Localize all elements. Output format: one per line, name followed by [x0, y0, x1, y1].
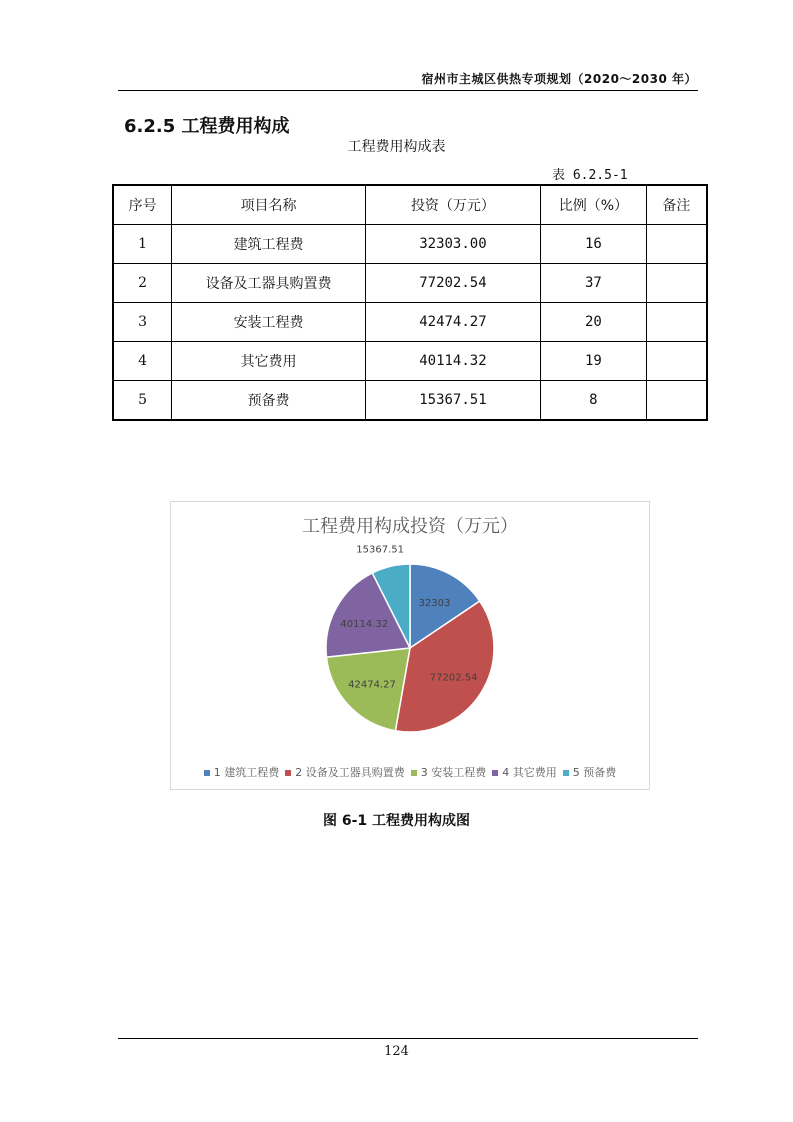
- cell-seq: 2: [113, 264, 172, 303]
- table-row: [113, 381, 707, 421]
- column-header-note: 备注: [646, 185, 707, 225]
- legend-label: 4 其它费用: [502, 766, 557, 779]
- chart-legend: [171, 764, 649, 780]
- table-number: 表 6.2.5-1: [552, 168, 628, 183]
- cell-seq: 4: [113, 342, 172, 381]
- cell-note: [646, 303, 707, 342]
- page-number: 124: [384, 1044, 409, 1059]
- column-header-ratio: 比例（%）: [540, 185, 646, 225]
- cell-seq: 1: [113, 225, 172, 264]
- cost-table: [112, 184, 708, 421]
- legend-label: 5 预备费: [572, 766, 617, 779]
- table-row: [113, 225, 707, 264]
- cell-investment: 15367.51: [365, 381, 540, 421]
- legend-label: 2 设备及工器具购置费: [295, 766, 405, 779]
- table-title: 工程费用构成表: [347, 139, 446, 155]
- legend-swatch: [563, 770, 569, 776]
- cell-ratio: 8: [540, 381, 646, 421]
- cell-note: [646, 342, 707, 381]
- running-header: 宿州市主城区供热专项规划（2020～2030 年）: [421, 72, 697, 86]
- cell-ratio: 20: [540, 303, 646, 342]
- pie-chart: [171, 502, 649, 789]
- cell-note: [646, 264, 707, 303]
- figure-caption: 图 6-1 工程费用构成图: [322, 813, 471, 829]
- legend-label: 3 安装工程费: [420, 766, 487, 779]
- legend-item: [411, 764, 487, 780]
- data-label: 15367.51: [356, 544, 405, 556]
- legend-swatch: [492, 770, 498, 776]
- cell-name: 建筑工程费: [172, 225, 366, 264]
- column-header-name: 项目名称: [172, 185, 366, 225]
- chart-title: 工程费用构成投资（万元）: [302, 516, 518, 537]
- cell-investment: 32303.00: [365, 225, 540, 264]
- footer-divider: [118, 1038, 698, 1039]
- legend-swatch: [285, 770, 291, 776]
- legend-item: [492, 764, 557, 780]
- data-label: 42474.27: [348, 679, 396, 691]
- column-header-seq: 序号: [113, 185, 172, 225]
- cell-investment: 77202.54: [365, 264, 540, 303]
- legend-item: [285, 764, 405, 780]
- data-label: 77202.54: [429, 672, 478, 684]
- table-row: [113, 342, 707, 381]
- table-row: [113, 303, 707, 342]
- section-heading: 6.2.5 工程费用构成: [124, 116, 290, 137]
- data-label: 40114.32: [340, 619, 389, 631]
- legend-label: 1 建筑工程费: [213, 766, 280, 779]
- data-label: 32303: [418, 598, 451, 610]
- pie-chart-frame: [170, 501, 650, 790]
- cell-name: 其它费用: [172, 342, 366, 381]
- cell-name: 设备及工器具购置费: [172, 264, 366, 303]
- legend-item: [204, 764, 280, 780]
- cell-investment: 42474.27: [365, 303, 540, 342]
- legend-swatch: [411, 770, 417, 776]
- legend-swatch: [204, 770, 210, 776]
- table-header-row: [113, 185, 707, 225]
- legend-item: [563, 764, 617, 780]
- cell-ratio: 37: [540, 264, 646, 303]
- cell-name: 安装工程费: [172, 303, 366, 342]
- cell-seq: 5: [113, 381, 172, 421]
- cell-ratio: 19: [540, 342, 646, 381]
- table-row: [113, 264, 707, 303]
- column-header-investment: 投资（万元）: [365, 185, 540, 225]
- header-divider: [118, 90, 698, 91]
- cell-note: [646, 225, 707, 264]
- cell-seq: 3: [113, 303, 172, 342]
- cell-note: [646, 381, 707, 421]
- cell-ratio: 16: [540, 225, 646, 264]
- cell-name: 预备费: [172, 381, 366, 421]
- cell-investment: 40114.32: [365, 342, 540, 381]
